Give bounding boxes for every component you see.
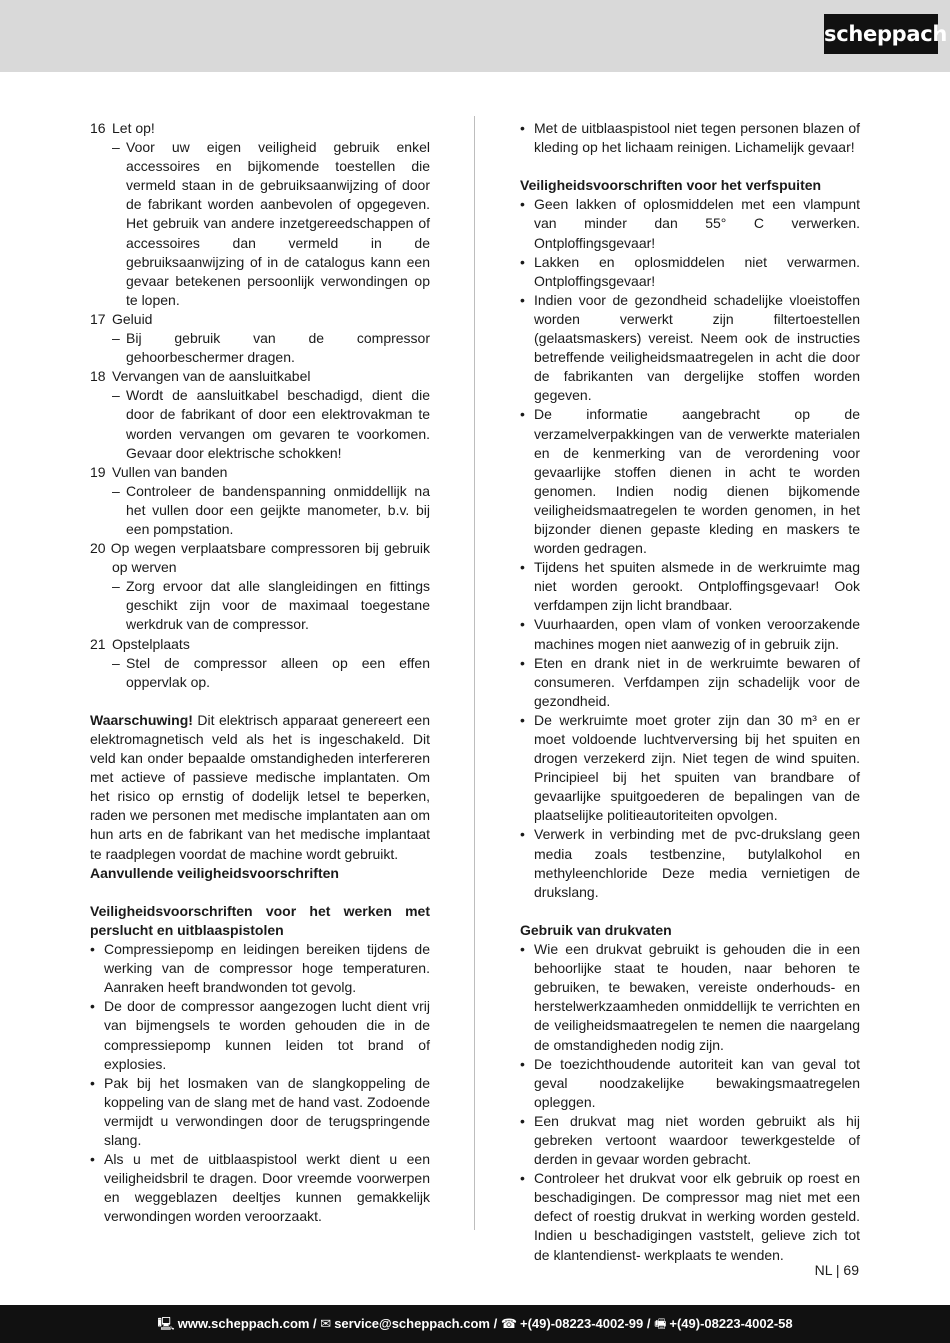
section-17-heading: 17 Geluid (90, 310, 153, 327)
footer-phone: +(49)-08223-4002-99 / (520, 1316, 651, 1331)
list-item: • Indien voor de gezondheid schadelijke vloeistoffen worden verwerkt zijn filtertoestellen (gelaatsmaskers) vereist. Neem ook de instructies betreffende veiligheidsmaatregelen in acht die door de fabrikanten van dergelijke stoffen worden gegeven. (520, 291, 860, 404)
email-icon: ✉ (320, 1316, 332, 1331)
list-item: • Eten en drank niet in de werkruimte bewaren of consumeren. Verfdampen zijn schadelijk voor de gezondheid. (520, 654, 860, 709)
footer-email: service@scheppach.com / (334, 1316, 498, 1331)
section-16-item: – Voor uw eigen veiligheid gebruik enkel accessoires en bijkomende toestellen die vermeld staan in de gebruiksaanwijzing of door de fabrikant worden aanbevolen of opgegeven. Het gebruik van andere inzetgereedschappen of accessoires dan vermeld in de gebruiksaanwijzing of in de catalogus kann een gevaar betekenen persoonlijk verwondingen op te lopen. (112, 139, 430, 308)
section-21-item: – Stel de compressor alleen op een effen oppervlak op. (112, 654, 430, 690)
fax-icon: 🖷 (654, 1316, 667, 1331)
list-item: • Als u met de uitblaaspistool werkt dient u een veiligheidsbril te dragen. Door vreemde voorwerpen en weggeblazen deeltjes kunnen gemakkelijk verwondingen worden veroorzaakt. (90, 1151, 430, 1225)
list-item: • De toezichthoudende autoriteit kan van geval tot geval noodzakelijke bewakingsmaatregelen opleggen. (520, 1055, 860, 1110)
footer-fax: +(49)-08223-4002-58 (669, 1316, 793, 1331)
spray-painting-heading: Veiligheidsvoorschriften voor het verfspuiten (520, 177, 822, 194)
list-item: • Lakken en oplosmiddelen niet verwarmen. Ontploffingsgevaar! (520, 253, 860, 289)
section-18-heading: 18 Vervangen van de aansluitkabel (90, 368, 311, 385)
section-21-heading: 21 Opstelplaats (90, 635, 190, 652)
blow-gun-heading: Veiligheidsvoorschriften voor het werken met perslucht en uitblaaspistolen (90, 902, 430, 938)
list-item: • Compressiepomp en leidingen bereiken tijdens de werking van de compressor hoge temperaturen. Aanraken heeft brandwonden tot gevolg. (90, 941, 430, 996)
warning-paragraph: Waarschuwing! Dit elektrisch apparaat genereert een elektromagnetisch veld als het is ingeschakeld. Dit veld kan onder bepaalde omstandigheden interfereren met actieve of passieve medische implantaten. Om het risico op ernstig of dodelijk letsel te beperken, raden we personen met medische implantaten aan om hun arts en de fabrikant van het medische implantaat te raadplegen voordat de machine wordt gebruikt. (90, 711, 430, 862)
section-19-item: – Controleer de bandenspanning onmiddellijk na het vullen door een geijkte manometer, b.v. bij een pompstation. (112, 482, 430, 537)
column-divider (474, 116, 475, 1230)
footer-website: www.scheppach.com / (177, 1316, 317, 1331)
list-item: • Met de uitblaaspistool niet tegen personen blazen of kleding op het lichaam reinigen. Lichamelijk gevaar! (520, 120, 860, 156)
page-header (0, 0, 950, 72)
list-item: • Verwerk in verbinding met de pvc-drukslang geen media zoals testbenzine, butylalkohol en methyleenchloride Deze media vernietigen de drukslang. (520, 826, 860, 900)
section-16-heading: 16 Let op! (90, 120, 155, 136)
section-18-item: – Wordt de aansluitkabel beschadigd, dient die door de fabrikant of door een elektrovakman te worden vervangen om gevaren te voorkomen. Gevaar door elektrische schokken! (112, 387, 430, 461)
list-item: • De door de compressor aangezogen lucht dient vrij van bijmengsels te worden gehouden die in de compressiepomp kunnen leiden tot brand of explosies. (90, 998, 430, 1072)
computer-icon: 🖳 (157, 1316, 175, 1331)
scheppach-logo: scheppach (824, 14, 938, 54)
page-footer (0, 1305, 950, 1343)
list-item: • Pak bij het losmaken van de slangkoppeling de koppeling van de slang met de hand vast. Zodoende vermijdt u verwondingen door de terugspringende slang. (90, 1074, 430, 1148)
list-item: • De werkruimte moet groter zijn dan 30 m³ en er moet voldoende luchtverversing bij het spuiten en drogen verzekerd zijn. Niet tegen de wind spuiten. Principieel bij het spuiten van brandbare of gevaarlijke spuitgoederen de bepalingen van de plaatselijke politieautoriteiten opvolgen. (520, 711, 860, 824)
warning-label: Waarschuwing! (90, 711, 193, 728)
left-column (90, 119, 430, 1226)
section-19-heading: 19 Vullen van banden (90, 463, 228, 480)
section-20-heading: 20 Op wegen verplaatsbare compressoren bij gebruik op werven (90, 540, 430, 576)
phone-icon: ☎ (500, 1316, 518, 1331)
list-item: • Tijdens het spuiten alsmede in de werkruimte mag niet worden gerookt. Ontploffingsgevaar! Ook verfdampen zijn licht brandbaar. (520, 559, 860, 614)
list-item: • Controleer het drukvat voor elk gebruik op roest en beschadigingen. De compressor mag niet met een defect of roestig drukvat in werking worden gesteld. Indien u beschadigingen vaststelt, gelieve zich tot de klantendienst- werkplaats te wenden. (520, 1170, 860, 1263)
pressure-vessel-heading: Gebruik van drukvaten (520, 921, 672, 938)
page-number: NL | 69 (814, 1262, 859, 1278)
right-column (520, 119, 860, 1265)
list-item: • Geen lakken of oplosmiddelen met een vlampunt van minder dan 55° C verwerken. Ontploffingsgevaar! (520, 196, 860, 251)
extra-safety-heading: Aanvullende veiligheidsvoorschriften (90, 864, 339, 881)
section-20-item: – Zorg ervoor dat alle slangleidingen en fittings geschikt zijn voor de maximaal toegestane werkdruk van de compressor. (112, 578, 430, 633)
list-item: • Een drukvat mag niet worden gebruikt als hij gebreken vertoont waardoor tewerkgestelde of derden in gevaar worden gebracht. (520, 1112, 860, 1168)
list-item: • De informatie aangebracht op de verzamelverpakkingen van de verwerkte materialen en de kenmerking van de verordening voor gevaarlijke stoffen dienen in acht te worden genomen. Indien nodig dienen bijkomende veiligheidsmaatregelen te worden genomen, in het bijzonder dienen gepaste kleding en maskers te worden gedragen. (520, 406, 860, 557)
list-item: • Vuurhaarden, open vlam of vonken veroorzakende machines mogen niet aanwezig of in gebruik zijn. (520, 616, 860, 652)
list-item: • Wie een drukvat gebruikt is gehouden die in een behoorlijke staat te houden, naar behoren te gebruiken, te bewaken, vereiste onderhouds- en herstelwerkzaamheden onmiddellijk te verrichten en de veiligheidsmaatregelen te nemen die naargelang de omstandigheden nodig zijn. (520, 941, 860, 1053)
section-17-item: – Bij gebruik van de compressor gehoorbeschermer dragen. (112, 330, 430, 366)
